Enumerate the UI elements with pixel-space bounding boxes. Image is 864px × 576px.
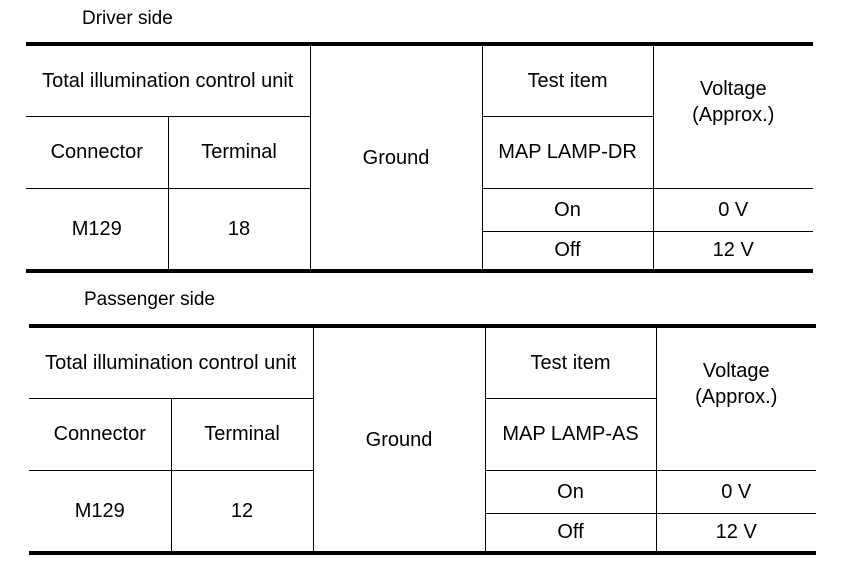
condition-voltage: 0 V	[656, 470, 816, 513]
condition-state: Off	[482, 231, 653, 271]
condition-state: Off	[485, 513, 656, 553]
unit-header: Total illumination control unit	[26, 44, 310, 116]
condition-state: On	[482, 188, 653, 231]
terminal-header: Terminal	[168, 116, 310, 188]
ground-cell: Ground	[310, 44, 482, 271]
connector-header: Connector	[29, 398, 171, 470]
terminal-value: 12	[171, 470, 313, 553]
condition-voltage: 12 V	[656, 513, 816, 553]
test-item-value: MAP LAMP-DR	[482, 116, 653, 188]
test-item-header: Test item	[485, 326, 656, 398]
test-item-value: MAP LAMP-AS	[485, 398, 656, 470]
driver-side-table	[26, 42, 813, 273]
condition-voltage: 0 V	[653, 188, 813, 231]
terminal-value: 18	[168, 188, 310, 271]
condition-state: On	[485, 470, 656, 513]
terminal-header: Terminal	[171, 398, 313, 470]
connector-value: M129	[26, 188, 168, 271]
ground-cell: Ground	[313, 326, 485, 553]
driver-side-caption: Driver side	[82, 8, 173, 29]
voltage-header: Voltage (Approx.)	[653, 44, 813, 188]
condition-voltage: 12 V	[653, 231, 813, 271]
voltage-header: Voltage (Approx.)	[656, 326, 816, 470]
connector-header: Connector	[26, 116, 168, 188]
passenger-side-caption: Passenger side	[84, 289, 215, 310]
passenger-side-table	[29, 324, 816, 555]
test-item-header: Test item	[482, 44, 653, 116]
unit-header: Total illumination control unit	[29, 326, 313, 398]
connector-value: M129	[29, 470, 171, 553]
